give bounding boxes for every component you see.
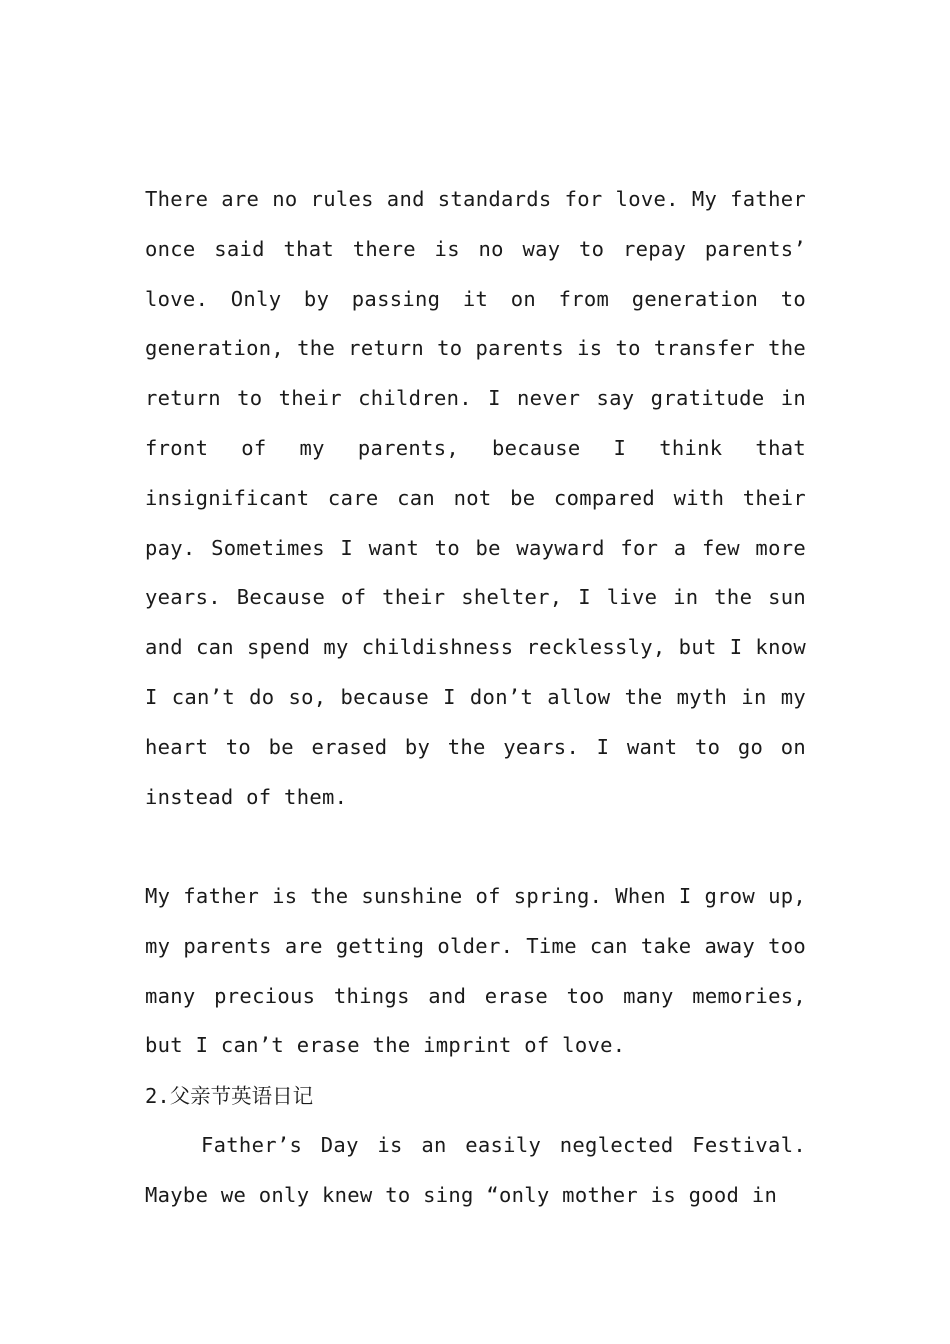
body-paragraph-love: There are no rules and standards for love. My father once said that there is no way to repay parents’ love. Only by passing it on from generation to generation, the return to parents is to transfer the return to their children. I never say gratitude in front of my parents, because I think that insignificant care can not be compared with their pay. Sometimes I want to be wayward for a few more years. Because of their shelter, I live in the sun and can spend my childishness recklessly, but I know I can’t do so, because I don’t allow the myth in my heart to be erased by the years. I want to go on instead of them. xyxy=(145,187,806,809)
body-paragraph-fathers-day: Father’s Day is an easily neglected Festival. Maybe we only knew to sing “only mother is good in xyxy=(145,1133,806,1207)
section-heading: 2.父亲节英语日记 xyxy=(145,1084,314,1108)
body-paragraph-sunshine: My father is the sunshine of spring. When I grow up, my parents are getting older. Time can take away too many precious things and erase too many memories, but I can’t erase the imprint of love. xyxy=(145,884,806,1058)
